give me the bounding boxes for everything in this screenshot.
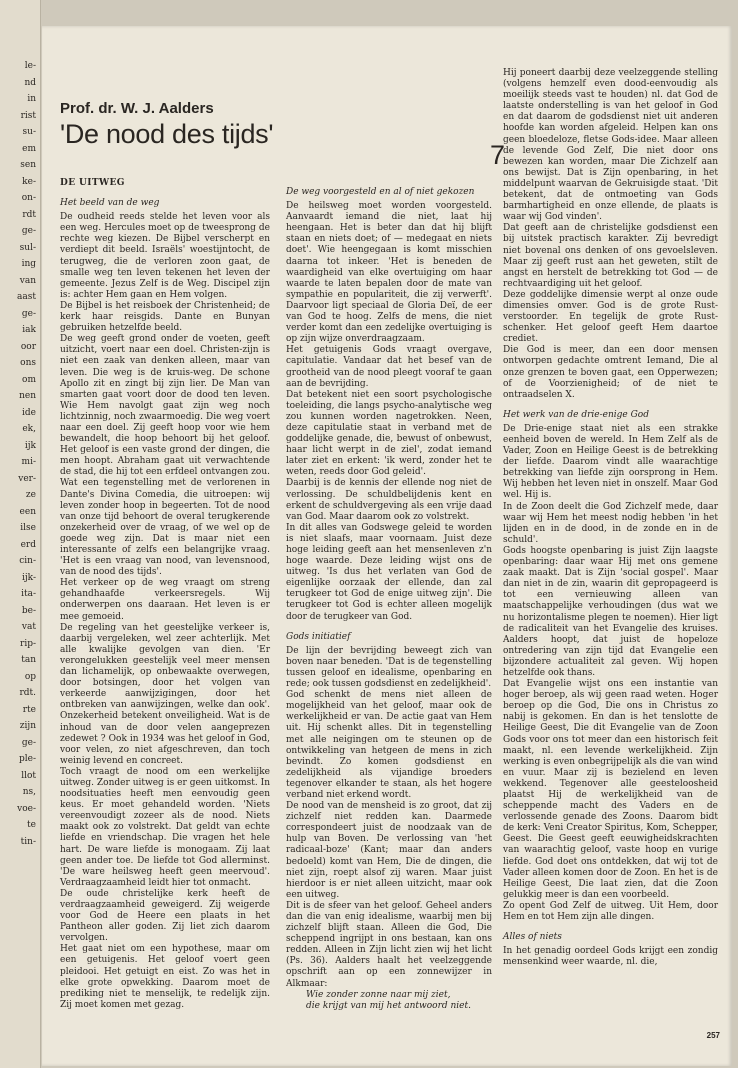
previous-page-fragment: ide	[22, 407, 36, 418]
previous-page-fragment: zijn	[19, 721, 36, 731]
previous-page-fragment: oor	[20, 341, 36, 352]
column-3	[503, 68, 718, 968]
previous-page-fragment: cin-	[19, 556, 36, 566]
previous-page-fragment: su-	[22, 127, 36, 137]
quote-line: Wie zonder zonne naar mij ziet,	[306, 989, 451, 1000]
subheading: Het werk van de drie-enige God	[503, 409, 649, 420]
paragraph: Deze goddelijke dimensie werpt al onze oude dimensies omver. God is de grote Rust-verstoorder. En tegelijk de grote Rust-schenker. Het geloof geeft Hem daartoe crediet.	[503, 289, 718, 345]
previous-page-fragment: vat	[21, 622, 36, 632]
previous-page-fragment: sen	[20, 160, 36, 170]
quote-line: die krijgt van mij het antwoord niet.	[306, 1000, 471, 1011]
previous-page-fragment: tan	[21, 655, 36, 665]
paragraph: Dat geeft aan de christelijke godsdienst een bij uitstek practisch karakter. Zij bevredigt niet bovenal ons denken of ons gevoelsleven. Maar zij geeft rust aan het geweten, stilt de angst en herstelt de betrekking tot God — de rechtvaardiging uit het geloof.	[503, 223, 718, 289]
previous-page-fragment: ns,	[22, 787, 36, 797]
previous-page-fragment: ek,	[22, 424, 36, 434]
previous-page-fragment: erd	[20, 539, 36, 550]
previous-page-fragment: ple-	[18, 754, 36, 764]
previous-page-fragment: sul-	[19, 242, 36, 253]
previous-page-fragment: rdt.	[19, 688, 36, 698]
page-number: 257	[706, 1031, 720, 1040]
previous-page-fragment: ita-	[21, 589, 36, 599]
previous-page-fragment: em	[22, 143, 36, 154]
paragraph: Dit is de sfeer van het geloof. Geheel anders dan die van enig idealisme, waarbij men bij zichzelf blijft staan. Alleen die God, Die scheppend ingrijpt in ons bestaan, kan ons redden. Alleen in Zijn licht zien wij het licht (Ps. 36). Aalders haalt het veelzeggende opschrift aan op een zonnewijzer in Alkmaar:	[286, 900, 492, 989]
paragraph: In dit alles van Godswege geleid te worden is niet slaafs, maar voornaam. Juist deze hoge leiding geeft aan het mensenleven z'n hoge waarde. Deze leiding wijst ons de uitweg. 'Is dus het verlaten van God de eigenlijke oorzaak der ellende, dan zal terugkeer tot God de enige uitweg zijn'. Die terugkeer tot God is echter alleen mogelijk door de terugkeer van God.	[286, 522, 492, 622]
subheading: De weg voorgesteld en al of niet gekozen	[286, 187, 475, 197]
article-author: Prof. dr. W. J. Aalders	[60, 100, 214, 117]
previous-page-fragment: voe-	[17, 803, 36, 814]
previous-page-fragment: ke-	[22, 176, 36, 187]
previous-page-fragment: ijk	[24, 440, 36, 451]
paragraph: De oudheid reeds stelde het leven voor als een weg. Hercules moet op de tweesprong de rechte weg kiezen. De Bijbel verscherpt en verdiept dit beeld. Israëls' woestijntocht, de terugweg, die de verloren zoon gaat, de smalle weg ten leven tekenen het leven der gemeente. Jezus Zelf is de Weg. Discipel zijn is: achter Hem gaan en Hem volgen.	[60, 212, 270, 300]
previous-page-fragment: aast	[17, 292, 36, 302]
column-2	[286, 178, 492, 1012]
previous-page-fragment: le-	[24, 61, 36, 71]
paragraph: Het verkeer op de weg vraagt om streng gehandhaafde verkeersregels. Wij onderwerpen ons daaraan. Het leven is er mee gemoeid.	[60, 578, 270, 622]
subheading: Gods initiatief	[286, 631, 351, 642]
previous-page-fragment: ge-	[21, 308, 36, 319]
previous-page-fragment: rist	[20, 110, 36, 121]
article-title: 'De nood des tijds'	[60, 119, 274, 149]
paragraph: Toch vraagt de nood om een werkelijke uitweg. Zonder uitweg is er geen uitkomst. In noodsituaties heeft men eenvoudig geen keus. Er moet gehandeld worden. 'Niets vereenvoudigt zozeer als de nood. Niets maakt ook zo volstrekt. Dat geldt van echte liefde en vriendschap. Die vragen het hele hart. De ware liefde is monogaam. Zij laat geen ander toe. De liefde tot God allerminst. 'De ware heilsweg heeft geen meervoud'. Verdraagzaamheid leidt hier tot onmacht.	[60, 766, 270, 888]
previous-page-fragment: ing	[21, 259, 36, 269]
paragraph: Dat betekent niet een soort psychologische toeleiding, die langs psycho-analytische weg zou kunnen worden nagetrokken. Neen, deze capitulatie staat in verband met de goddelijke genade, die, bewust of onbewust, haar licht werpt in de ziel', zodat iemand later ziet en erkent: 'ik werd, zonder het te weten, reeds door God geleid'.	[286, 389, 492, 478]
previous-page-fragment: ze	[25, 490, 36, 500]
magazine-page	[42, 26, 732, 1066]
paragraph: Dat Evangelie wijst ons een instantie van hoger beroep, als wij geen raad weten. Hoger beroep op die God, Die ons in Christus zo nabij is gekomen. En dan is het tenslotte de Heilige Geest, Die dit Evangelie van de Zoon Gods voor ons tot meer dan een historisch feit maakt, nl. een levende werkelijkheid. Zijn werking is even onbegrijpelijk als die van wind en vuur. Maar zij is bezielend en leven wekkend. Tegenover alle geesteloosheid plaatst Hij de werkelijkheid van de scheppende macht des Vaders en de verlossende genade des Zoons. Daarom bidt de kerk: Veni Creator Spiritus, Kom, Schepper, Geest. Die Geest geeft eeuwigheidskrachten van waarachtig geloof, vaste hoop en vurige liefde. God doet ons ontdekken, dat wij tot de Vader alleen komen door de Zoon. En het is de Heilige Geest, Die laat zien, dat die Zoon gelukkig meer is dan een voorbeeld.	[503, 679, 718, 900]
previous-page-fragment: ge-	[21, 226, 36, 236]
paragraph: Het gaat niet om een hypothese, maar om een getuigenis. Het geloof voert geen pleidooi. Het getuigt en eist. Zo was het in elke grote opwekking. Daarom moet de prediking niet te menselijk, te redelijk zijn. Zij moet komen met gezag.	[60, 944, 270, 1010]
previous-page-fragment: ge-	[21, 737, 36, 748]
previous-page-fragment: te	[27, 820, 36, 830]
previous-page-fragment: ver-	[18, 473, 36, 484]
paragraph: De Drie-enige staat niet als een strakke eenheid boven de wereld. In Hem Zelf als de Vader, Zoon en Heilige Geest is de betrekking der liefde. Daarom vindt alle waarachtige betrekking van liefde zijn oorsprong in Hem. Wij hebben het leven niet in onszelf. Maar God wel. Hij is.	[503, 423, 718, 501]
previous-page-fragment: ijk-	[21, 572, 36, 583]
paragraph: De lijn der bevrijding beweegt zich van boven naar beneden. 'Dat is de tegenstelling tussen geloof en idealisme, openbaring en rede; ook tussen godsdienst en zedelijkheid'.	[286, 645, 492, 690]
previous-page-fragment: een	[19, 506, 36, 517]
section-heading: DE UITWEG	[60, 178, 125, 188]
paragraph: De nood van de mensheid is zo groot, dat zij zichzelf niet redden kan. Daarmede correspondeert juist de noodzaak van de hulp van Boven. De verlossing van 'het radicaal-boze' (Kant; maar dan anders bedoeld) komt van Hem, Die de dingen, die niet zijn, roept alsof zij waren. Maar juist hierdoor is er niet alleen uitzicht, maar ook een uitweg.	[286, 801, 492, 900]
paragraph: In de Zoon deelt die God Zichzelf mede, daar waar wij Hem het meest nodig hebben 'in het lijden en in de dood, in de zonde en in de schuld'.	[503, 501, 718, 545]
subheading: Alles of niets	[503, 932, 562, 943]
previous-page-fragment: on-	[21, 193, 36, 203]
previous-page-fragment: mi-	[21, 457, 36, 467]
paragraph: Het getuigenis Gods vraagt overgave, capitulatie. Vandaar dat het besef van de grootheid van de nood pleegt vooraf te gaan aan de bevrijding.	[286, 345, 492, 389]
previous-page-fragment: in	[27, 94, 36, 104]
paragraph: De oude christelijke kerk heeft de verdraagzaamheid geweigerd. Zij weigerde voor God de Heere een plaats in het Pantheon aller goden. Zij liet zich daarom vervolgen.	[60, 888, 270, 944]
paragraph: De weg geeft grond onder de voeten, geeft uitzicht, voert naar een doel. Christen-zijn is niet een zaak van denken alleen, maar van leven. Die weg is de kruis-weg. De schone Apollo zit en zingt bij zijn lier. De Man van smarten gaat voort door de dood ten leven. Wie Hem navolgt gaat zijn weg noch lichtzinnig, noch zwaarmoedig. Die weg voert naar een doel. Zij geeft hoop voor wie hem bewandelt, die hoop behoort bij het geloof. Het geloof is een vaste grond der dingen, die men hoopt. Abraham gaat uit verwachtende de stad, die hij tot een erfdeel ontvangen zou. Wat een tegenstelling met de verlorenen in Dante's Divina Comedia, die uitroepen: wij leven zonder hoop in begeerten. Tot de nood van onze tijd behoort de overal terugkerende onzekerheid over de vraag, of we wel op de goede weg zijn. Dat is maar niet een interessante of zelfs een belangrijke vraag. 'Het is een vraag van nood, van levensnood, van de nood des tijds'.	[60, 334, 270, 578]
paragraph: De regeling van het geestelijke verkeer is, daarbij vergeleken, wel zeer achterlijk. Met alle kwalijke gevolgen van dien. 'Er verongelukken geestelijk veel meer mensen dan lichamelijk, op onbewaakte overwegen, door botsingen, door het volgen van verkeerde aanwijzigingen, door het ontbreken van aanwijzingen, welke dan ook'. Onzekerheid betekent onveiligheid. Wat is de inhoud van de door velen aangeprezen zedewet ? Ook in 1934 was het geloof in God, voor velen, zo niet afgeschreven, dan toch weinig levend en concreet.	[60, 622, 270, 766]
previous-page-fragment: rdt	[22, 209, 36, 220]
paragraph: God schenkt de mens niet alleen de mogelijkheid van het geloof, maar ook de werkelijkheid er van. De actie gaat van Hem uit. Hij schenkt alles. Dit in tegenstelling met alle neigingen om te steunen op de ontwikkeling van hetgeen de mens in zich bevindt. Zo komen godsdienst en zedelijkheid als vijandige broeders tegenover elkander te staan, als het hogere verband niet erkend wordt.	[286, 690, 492, 800]
previous-page-fragment: rte	[22, 704, 36, 715]
previous-page-fragment: rip-	[20, 638, 36, 649]
previous-page-fragment: tin-	[20, 836, 36, 847]
paragraph: De Bijbel is het reisboek der Christenheid; de kerk haar reisgids. Dante en Bunyan gebruiken hetzelfde beeld.	[60, 300, 270, 334]
previous-page-fragment: llot	[21, 770, 36, 781]
subheading: Het beeld van de weg	[60, 198, 160, 209]
previous-page-fragment: op	[24, 671, 36, 682]
paragraph: Hij poneert daarbij deze veelzeggende stelling (volgens hemzelf even dood-eenvoudig als moeilijk steeds vast te houden) nl. dat God de laatste onderstelling is van het geloof in God en dat daarom de godsdienst niet uit anderen hoofde kan worden afgeleid. Helpen kan ons geen bloedeloze, fletse Gods-idee. Maar alleen de levende God Zelf, Die niet door ons bewezen kan worden, maar Die Zichzelf aan ons bewijst. Dat is Zijn openbaring, in het middelpunt waarvan de Gekruisigde staat. 'Dit betekent, dat de ontmoeting van Gods barmhartigheid en onze ellende, de plaats is waar wij God vinden'.	[503, 68, 718, 223]
paragraph: In het genadig oordeel Gods krijgt een zondig mensenkind weer waarde, nl. die,	[503, 946, 718, 968]
previous-page-fragment: iak	[22, 325, 36, 335]
previous-page-fragment: be-	[21, 605, 36, 616]
column-1	[60, 178, 270, 1011]
paragraph: Zo opent God Zelf de uitweg. Uit Hem, door Hem en tot Hem zijn alle dingen.	[503, 900, 718, 923]
previous-page-fragment: om	[22, 374, 36, 385]
series-number: 7	[490, 140, 506, 170]
previous-page-fragment: nd	[24, 77, 36, 88]
previous-page-edge	[0, 0, 41, 1068]
paragraph: De heilsweg moet worden voorgesteld. Aanvaardt iemand die niet, laat hij heengaan. Het is beter dan dat hij blijft staan en niets doet; of — medegaat en niets doet'. Wie heengegaan is komt misschien daarna tot inkeer. 'Het is beneden de waardigheid van elke overtuiging om haar waarde te laten bepalen door de mate van sympathie en populariteit, die zij verwerft'. Daarvoor ligt speciaal de Gloria Deï, de eer van God te hoog. Zelfs de mens, die niet verder komt dan een zedelijke overtuiging is op zijn wijze onverdraagzaam.	[286, 201, 492, 345]
paragraph: Daarbij is de kennis der ellende nog niet de verlossing. De schuldbelijdenis kent en erkent de schuldvergeving als een vrije daad van God. Maar daarom ook zo volstrekt.	[286, 478, 492, 522]
previous-page-fragment: ons	[20, 358, 36, 368]
paragraph: Die God is meer, dan een door mensen ontworpen gedachte omtrent Iemand, Die al onze grenzen te boven gaat, een Opperwezen; of de Voorzienigheid; of de niet te ontraadselen X.	[503, 345, 718, 400]
previous-page-fragment: ilse	[20, 523, 36, 533]
previous-page-fragment: van	[19, 275, 36, 286]
previous-page-fragment: nen	[19, 391, 36, 401]
paragraph: Gods hoogste openbaring is juist Zijn laagste openbaring: daar waar Hij met ons gemene zaak maakt. Dat is Zijn 'social gospel'. Maar dan niet in de zin, waarin dit gepropageerd is tot een vernieuwing alleen van maatschappelijke verhoudingen (dus wat we nu horizontalisme plegen te noemen). Hier ligt de radicaliteit van het Evangelie des kruises. Aalders hoopt, dat juist de hopeloze ontredering van zijn tijd dat Evangelie een bijzondere actualiteit zal geven. Wij hopen hetzelfde ook thans.	[503, 545, 718, 678]
